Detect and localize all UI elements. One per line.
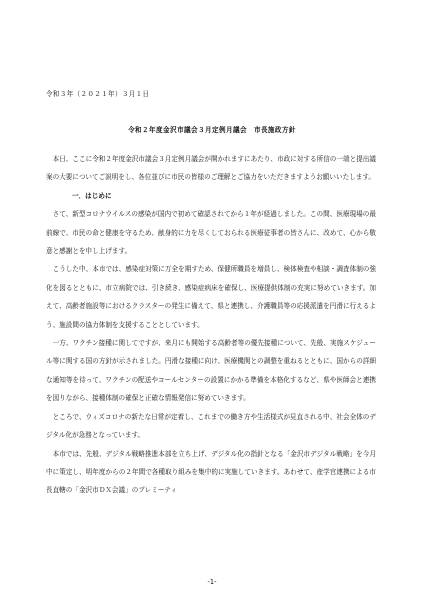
body-paragraph: 一方、ワクチン接種に関してですが、来月にも開始する高齢者等の優先接種について、先般、実施スケジュール等に関する国の方針が示されました。円滑な接種に向け、医療機関との調整を重ねるとともに、国からの詳細な通知等を待って、ワクチンの配送やコールセンターの設置にかかる準備を本格化するなど、県や医師会と連携を図りながら、接種体制の確保と正確な情報発信に努めていきます。: [46, 339, 376, 403]
section-heading: 一．はじめに: [72, 191, 112, 200]
body-paragraph: 本市では、先般、デジタル戦略推進本部を立ち上げ、デジタル化の指針となる「金沢市デジタル戦略」を今月中に策定し、明年度からの２年間で各種取り組みを集中的に実施していきます。あわせて、産学官連携による市長直轄の「金沢市ＤＸ会議」のプレミーティ: [46, 449, 376, 495]
intro-paragraph: 本日、ここに令和２年度金沢市議会３月定例月議会が開かれますにあたり、市政に対する所信の一端と提出議案の大要についてご説明をし、各位並びに市民の皆様のご理解とご協力をいただきますようお願いいたします。: [46, 155, 376, 182]
document-title: 令和２年度金沢市議会３月定例月議会 市長施政方針: [128, 126, 296, 134]
body-paragraph: ところで、ウィズコロナの新たな日常が定着し、これまでの働き方や生活様式が見直される中、社会全体のデジタル化が急務となっています。: [46, 412, 376, 440]
document-date: 令和３年（２０２１年）３月１日: [46, 90, 150, 98]
document-body: [46, 150, 376, 500]
body-paragraph: さて、新型コロナウイルスの感染が国内で初めて確認されてから１年が経過しました。この間、医療現場の最前線で、市民の命と健康を守るため、献身的に力を尽くしておられる医療従事者の皆さんに、改めて、心から敬意と感謝とを申し上げます。: [46, 210, 376, 256]
page-number: -1-: [207, 578, 217, 586]
body-paragraph: こうした中、本市では、感染症対策に万全を期すため、保健所職員を増員し、検体検査や相談・調査体制の強化を図るとともに、市立病院では、引き続き、感染症病床を確保し、医療提供体制の充実に努めていきます。加えて、高齢者施設等におけるクラスターの発生に備えて、県と連携し、介護職員等の応援派遣を円滑に行えるよう、施設間の協力体制を支援することとしています。: [46, 265, 376, 329]
